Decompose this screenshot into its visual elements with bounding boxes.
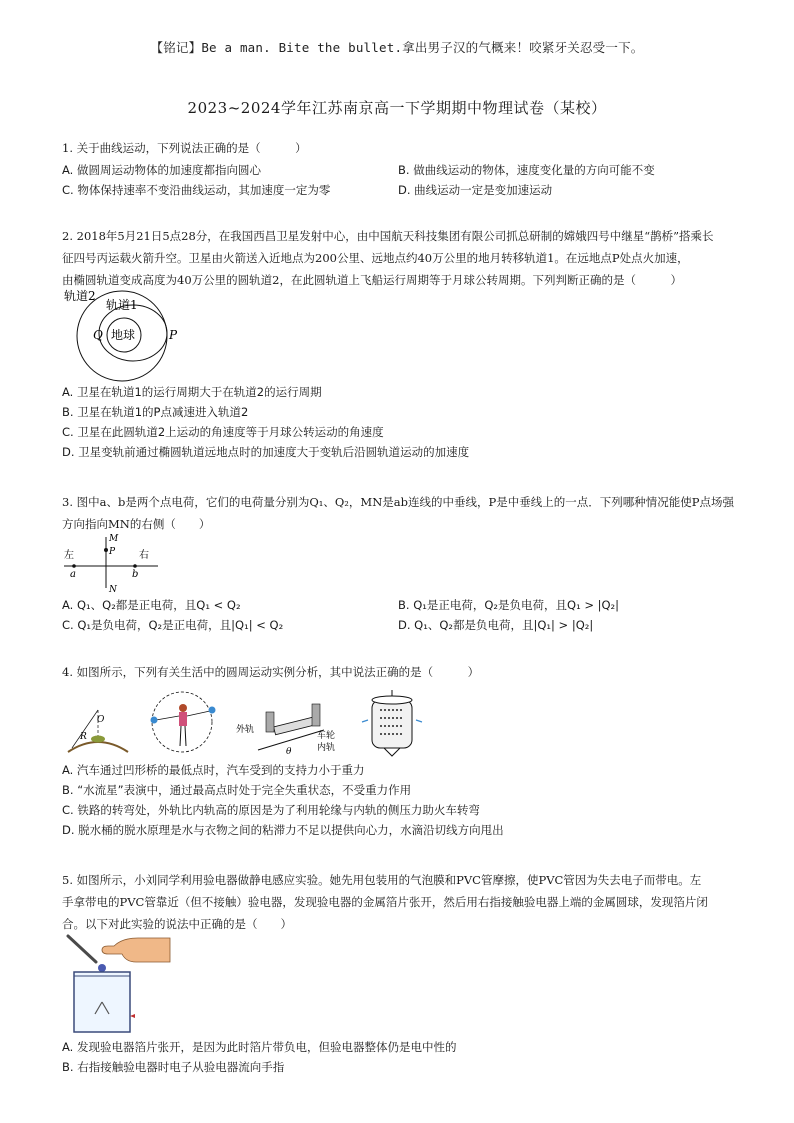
question-1 <box>62 137 734 200</box>
question-2-option-c: C. 卫星在此圆轨道2上运动的角速度等于月球公转运动的角速度 <box>62 425 384 439</box>
charge-b-dot <box>133 564 137 568</box>
earth-label: 地球 <box>111 328 136 342</box>
charges-diagram <box>62 530 162 594</box>
label-outer-rail: 外轨 <box>236 725 255 735</box>
label-wheel: 车轮 <box>317 731 336 741</box>
label-r: R <box>80 732 87 742</box>
label-left: 左 <box>64 550 74 561</box>
question-2-option-d: D. 卫星变轨前通过椭圆轨道远地点时的加速度大于变轨后沿圆轨道运动的加速度 <box>62 445 470 459</box>
point-q-label: Q <box>93 328 103 342</box>
question-4-options <box>62 760 734 840</box>
point-p-label: P <box>169 328 178 342</box>
water-meteor-figure <box>151 692 216 752</box>
orbit-1-label: 轨道1 <box>106 298 138 312</box>
charge-a-dot <box>72 564 76 568</box>
question-5-option-a: A. 发现验电器箔片张开，是因为此时箔片带负电，但验电器整体仍是电中性的 <box>62 1040 457 1054</box>
question-2-options <box>62 382 734 462</box>
question-2-stem-line: 由椭圆轨道变成高度为40万公里的圆轨道2，在此圆轨道上飞船运行周期等于月球公转周期。下列判断正确的是（ ） <box>62 273 682 287</box>
question-2-option-a: A. 卫星在轨道1的运行周期大于在轨道2的运行周期 <box>62 385 322 399</box>
question-5-options <box>62 1037 734 1077</box>
question-3-option-c: C. Q₁是负电荷，Q₂是正电荷，且|Q₁| < Q₂ <box>62 618 284 632</box>
label-m: M <box>109 534 119 544</box>
label-b: b <box>132 569 139 580</box>
question-1-option-b: B. 做曲线运动的物体，速度变化量的方向可能不变 <box>398 163 655 177</box>
orbit-2-label: 轨道2 <box>64 289 96 303</box>
question-4-option-b: B. “水流星”表演中，通过最高点时处于完全失重状态，不受重力作用 <box>62 783 412 797</box>
question-4-option-d: D. 脱水桶的脱水原理是水与衣物之间的粘滞力不足以提供向心力，水滴沿切线方向甩出 <box>62 823 504 837</box>
question-5-option-b: B. 右指接触验电器时电子从验电器流向手指 <box>62 1060 285 1074</box>
label-theta: θ <box>286 747 292 757</box>
question-5-stem-line: 手拿带电的PVC管靠近（但不接触）验电器，发现验电器的金属箔片张开，然后用右指接触验电器上端的金属圆球，发现箔片闭 <box>62 895 708 909</box>
label-a: a <box>70 569 76 580</box>
question-3-stem-line: 方向指向MN的右侧（ ） <box>62 517 211 531</box>
label-inner-rail: 内轨 <box>317 743 336 753</box>
label-right: 右 <box>139 550 149 561</box>
circular-motion-figures <box>62 690 442 760</box>
label-o: O <box>97 715 105 725</box>
finger-hand <box>102 938 170 962</box>
question-4-option-a: A. 汽车通过凹形桥的最低点时，汽车受到的支持力小于重力 <box>62 763 365 777</box>
question-5-stem-line: 5. 如图所示，小刘同学利用验电器做静电感应实验。她先用包装用的气泡膜和PVC管摩擦，使PVC管因为失去电子而带电。左 <box>62 873 702 887</box>
question-5-stem-line: 合。以下对此实验的说法中正确的是（ ） <box>62 917 292 931</box>
question-3-options <box>62 595 734 635</box>
question-3-stem-line: 3. 图中a、b是两个点电荷，它们的电荷量分别为Q₁、Q₂，MN是ab连线的中垂线，P是中垂线上的一点．下列哪种情况能使P点场强 <box>62 495 734 509</box>
question-2 <box>62 225 734 291</box>
question-2-stem-line: 征四号丙运载火箭升空。卫星由火箭送入近地点为200公里、远地点约40万公里的地月转移轨道1。在远地点P处点火加速， <box>62 251 689 265</box>
question-2-option-b: B. 卫星在轨道1的P点减速进入轨道2 <box>62 405 249 419</box>
question-3-option-d: D. Q₁、Q₂都是负电荷，且|Q₁| > |Q₂| <box>398 618 594 632</box>
pvc-tube <box>68 936 96 962</box>
metal-ball <box>98 964 106 972</box>
page-title: 2023~2024学年江苏南京高一下学期期中物理试卷（某校） <box>187 99 607 117</box>
railway-curve-figure <box>236 704 335 757</box>
question-3-option-a: A. Q₁、Q₂都是正电荷，且Q₁ < Q₂ <box>62 598 241 612</box>
question-3 <box>62 491 734 535</box>
motto-line: 【铭记】Be a man. Bite the bullet.拿出男子汉的气概来！咬紧牙关忍受一下。 <box>150 40 644 55</box>
question-1-option-d: D. 曲线运动一定是变加速运动 <box>398 183 553 197</box>
label-n: N <box>109 585 117 594</box>
question-4 <box>62 661 734 683</box>
question-2-stem-line: 2. 2018年5月21日5点28分，在我国西昌卫星发射中心，由中国航天科技集团有限公司抓总研制的嫦娥四号中继星“鹊桥”搭乘长 <box>62 229 714 243</box>
electroscope-figure <box>62 932 172 1034</box>
concave-bridge-figure <box>68 710 128 752</box>
spin-dryer-figure <box>362 690 422 756</box>
question-1-stem: 1. 关于曲线运动，下列说法正确的是（ ） <box>62 141 307 155</box>
orbit-diagram <box>62 287 192 382</box>
point-p-dot <box>104 548 108 552</box>
label-p: P <box>109 547 116 557</box>
question-1-option-a: A. 做圆周运动物体的加速度都指向圆心 <box>62 163 261 177</box>
question-5 <box>62 869 734 935</box>
question-4-stem: 4. 如图所示，下列有关生活中的圆周运动实例分析，其中说法正确的是（ ） <box>62 665 480 679</box>
question-4-option-c: C. 铁路的转弯处，外轨比内轨高的原因是为了利用轮缘与内轨的侧压力助火车转弯 <box>62 803 480 817</box>
question-3-option-b: B. Q₁是正电荷，Q₂是负电荷，且Q₁ > |Q₂| <box>398 598 620 612</box>
question-1-option-c: C. 物体保持速率不变沿曲线运动，其加速度一定为零 <box>62 183 331 197</box>
